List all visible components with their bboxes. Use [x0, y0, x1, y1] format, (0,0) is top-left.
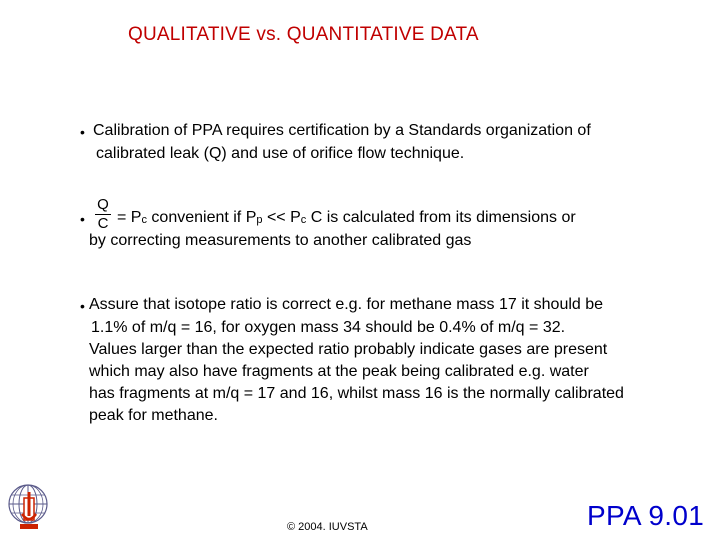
subscript-c: c: [141, 214, 147, 226]
equals-pc-text: = P: [117, 209, 142, 226]
convenient-text: convenient if P: [146, 209, 257, 226]
iuvsta-logo: [6, 480, 52, 532]
bullet-1-line-2: calibrated leak (Q) and use of orifice flow technique.: [96, 145, 465, 162]
bullet-2-line-1: [117, 207, 576, 230]
copyright-text: © 2004. IUVSTA: [287, 521, 368, 533]
bullet-1-marker: •: [80, 124, 85, 140]
slide-title: QUALITATIVE vs. QUANTITATIVE DATA: [128, 24, 479, 45]
bullet-3-line-2: 1.1% of m/q = 16, for oxygen mass 34 should be 0.4% of m/q = 32.: [91, 319, 566, 336]
globe-icon: [6, 480, 52, 532]
bullet-3-line-5: has fragments at m/q = 17 and 16, whilst mass 16 is the normally calibrated: [89, 385, 624, 402]
bullet-3-line-3: Values larger than the expected ratio probably indicate gases are present: [89, 341, 608, 358]
bullet-3-line-4: which may also have fragments at the peak being calibrated e.g. water: [89, 363, 589, 380]
bullet-3-marker: •: [80, 298, 85, 314]
bullet-2-marker: •: [80, 211, 85, 227]
fraction-denominator: C: [97, 215, 109, 232]
bullet-3-line-1: Assure that isotope ratio is correct e.g. for methane mass 17 it should be: [89, 296, 604, 313]
bullet-2-line-2: by correcting measurements to another calibrated gas: [89, 232, 472, 249]
less-than-text: << P: [262, 209, 301, 226]
dimensions-text: C is calculated from its dimensions or: [306, 209, 576, 226]
subscript-p: p: [256, 214, 263, 226]
subscript-c-2: c: [300, 214, 307, 226]
slide-number: PPA 9.01: [587, 500, 705, 531]
q-over-c-fraction: [93, 197, 113, 233]
bullet-3-line-6: peak for methane.: [89, 407, 218, 424]
bullet-1-line-1: Calibration of PPA requires certification by a Standards organization of: [93, 122, 591, 139]
fraction-numerator: Q: [97, 196, 109, 213]
